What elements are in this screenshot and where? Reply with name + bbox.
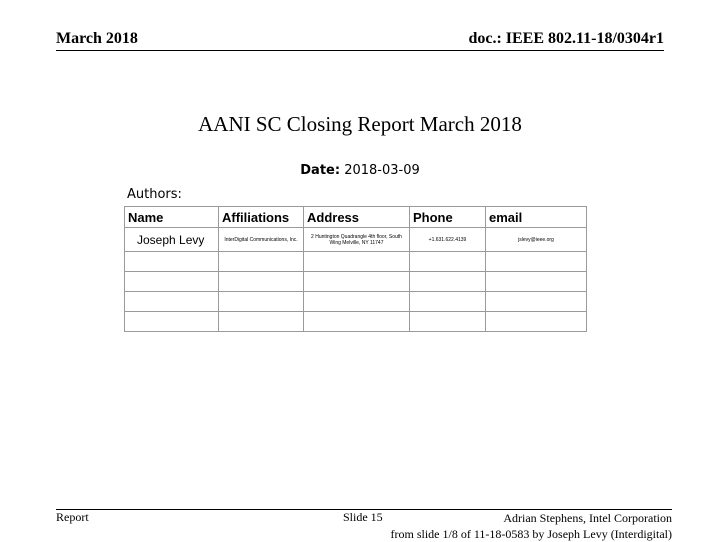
column-header: email: [486, 207, 587, 228]
author-address: 2 Huntington Quadrangle 4th floor, South Wing Melville, NY 11747: [304, 228, 410, 252]
author-phone: +1.631.622.4139: [410, 228, 486, 252]
table-row: [125, 292, 587, 312]
table-header-row: [125, 207, 587, 228]
column-header: Address: [304, 207, 410, 228]
table-row: [125, 272, 587, 292]
table-row: [125, 312, 587, 332]
footer-left: Report: [56, 510, 89, 524]
date-value: 2018-03-09: [344, 163, 420, 178]
header-date: March 2018: [56, 30, 138, 47]
slide-number: Slide 15: [343, 510, 383, 524]
authors-table: [124, 206, 587, 332]
authors-label: Authors:: [127, 187, 182, 202]
table-row: [125, 228, 587, 252]
date-label: Date:: [300, 163, 341, 178]
column-header: Name: [125, 207, 219, 228]
slide-title: AANI SC Closing Report March 2018: [198, 112, 522, 136]
author-email: jslevy@ieee.org: [486, 228, 587, 252]
footer-source: from slide 1/8 of 11-18-0583 by Joseph Levy (Interdigital): [390, 527, 672, 541]
footer-right: [391, 510, 673, 542]
date-line: [0, 163, 720, 178]
column-header: Phone: [410, 207, 486, 228]
author-name: Joseph Levy: [125, 228, 219, 252]
header-doc-id: doc.: IEEE 802.11-18/0304r1: [468, 30, 664, 47]
table-row: [125, 252, 587, 272]
column-header: Affiliations: [219, 207, 304, 228]
header-divider: [56, 50, 664, 51]
footer-author: Adrian Stephens, Intel Corporation: [503, 511, 672, 525]
author-affiliation: InterDigital Communications, Inc.: [219, 228, 304, 252]
